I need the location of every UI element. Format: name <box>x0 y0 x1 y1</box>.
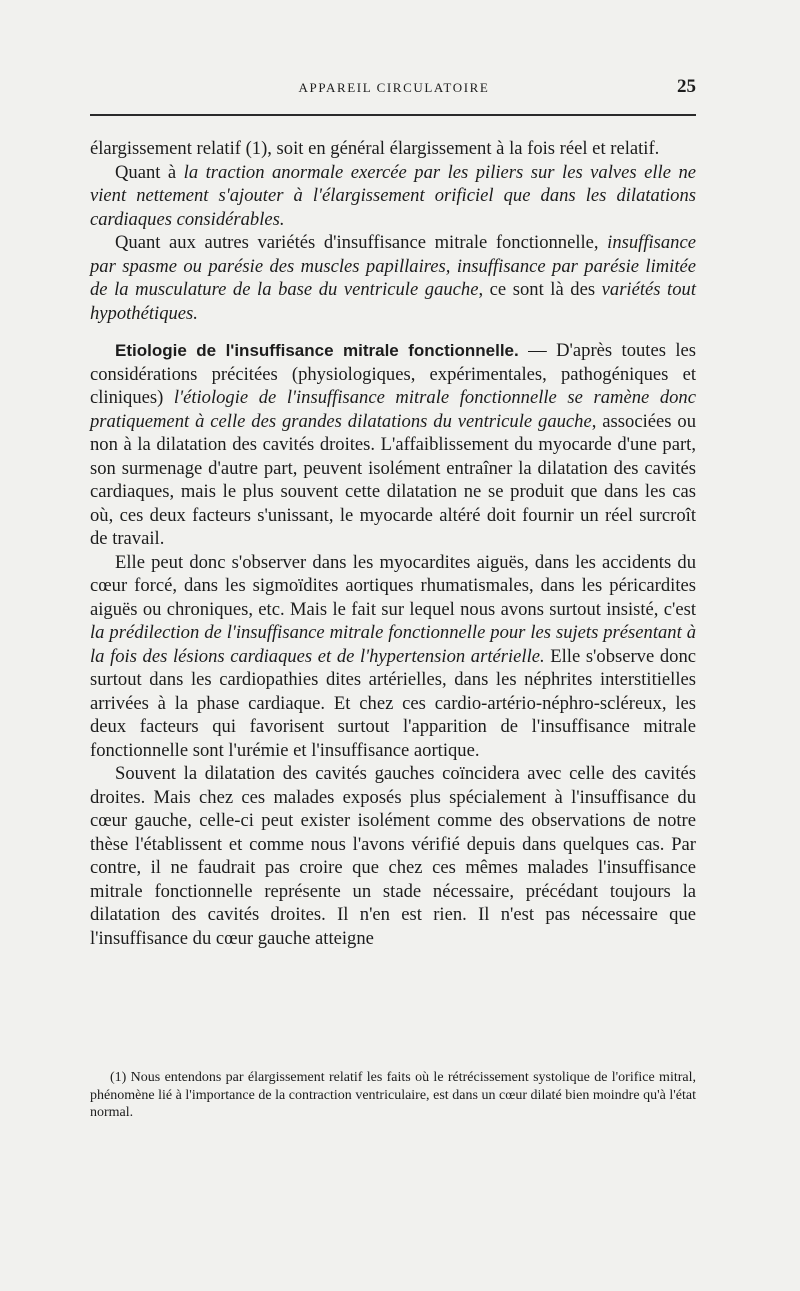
text-run: Quant à <box>115 161 184 183</box>
text-run: — D'après toutes les considérations précitées (physiologiques, expérimentales, pathogéniques et cliniques) <box>90 340 697 408</box>
page-number: 25 <box>677 76 696 97</box>
paragraph <box>90 137 696 161</box>
italic-text: la prédilection de l'insuffisance mitrale fonctionnelle pour les sujets présentant à la fois des lésions cardiaques et de l'hypertension artérielle. <box>90 622 696 667</box>
paragraph <box>90 551 696 763</box>
text-run: Elle s'observe donc surtout dans les cardiopathies dites artérielles, dans les néphrites interstitielles arrivées à la phase cardiaque. Et chez ces cardio-artério-néphro-scléreux, les deux facteurs qui favorisent surtout l'apparition de l'insuffisance mitrale fonctionnelle sont l'urémie et l'insuffisance aortique. <box>90 645 696 761</box>
text-run: Elle peut donc s'observer dans les myocardites aiguës, dans les accidents du cœur forcé, dans les sigmoïdites aortiques rhumatismales, dans les péricardites aiguës ou chroniques, etc. Mais le fait sur lequel nous avons surtout insisté, c'est <box>90 551 696 620</box>
text-run: , associées ou non à la dilatation des cavités droites. L'affaiblissement du myocarde d'une part, son surmenage d'autre part, peuvent isolément entraîner la dilatation des cavités cardiaques, mais le plus souvent cette dilatation ne se produit que dans les cas où, ces deux facteurs s'unissant, le myocarde altéré doit fournir un réel surcroît de travail. <box>90 410 696 549</box>
italic-text: la traction anormale exercée par les piliers sur les valves elle ne vient nettement s'ajouter à l'élargissement orificiel que dans les dilatations cardiaques considérables. <box>90 161 696 230</box>
italic-text: variétés tout hypothétiques. <box>90 279 696 324</box>
section-heading-paragraph <box>90 339 696 551</box>
text-run: Souvent la dilatation des cavités gauches coïncidera avec celle des cavités droites. Mais chez ces malades exposés plus spécialement à l'insuffisance du cœur gauche, celle-ci peut exister isolément comme des observations de notre thèse l'établissent et comme nous l'avons vérifié depuis dans quelques cas. Par contre, il ne faudrait pas croire que chez ces mêmes malades l'insuffisance mitrale fonctionnelle représente un stade nécessaire, précédant toujours la dilatation des cavités droites. Il n'en est rien. Il n'est pas nécessaire que l'insuffisance du cœur gauche atteigne <box>90 763 696 949</box>
paragraph <box>90 161 696 232</box>
paragraph <box>90 231 696 325</box>
header-rule <box>90 114 696 116</box>
body-text <box>90 137 696 950</box>
page-header <box>92 78 696 104</box>
running-title: APPAREIL CIRCULATOIRE <box>298 80 490 95</box>
footnote: (1) Nous entendons par élargissement relatif les faits où le rétrécissement systolique de l'orifice mitral, phénomène lié à l'importance de la contraction ventriculaire, est dans un cœur dilaté bien moindre qu'à l'état normal. <box>90 1070 696 1120</box>
paragraph <box>90 762 696 950</box>
text-run: élargissement relatif (1), soit en général élargissement à la fois réel et relatif. <box>90 138 660 159</box>
italic-text: insuffisance par spasme ou parésie des muscles papillaires, insuffisance par parésie limitée de la musculature de la base du ventricule gauche <box>90 232 696 300</box>
italic-text: l'étiologie de l'insuffisance mitrale fonctionnelle se ramène donc pratiquement à celle des grandes dilatations du ventricule gauche <box>90 387 696 432</box>
section-heading: Etiologie de l'insuffisance mitrale fonctionnelle. <box>115 341 519 360</box>
text-run: Quant aux autres variétés d'insuffisance mitrale fonctionnelle, <box>115 232 608 253</box>
text-run: , ce sont là des <box>478 279 602 300</box>
